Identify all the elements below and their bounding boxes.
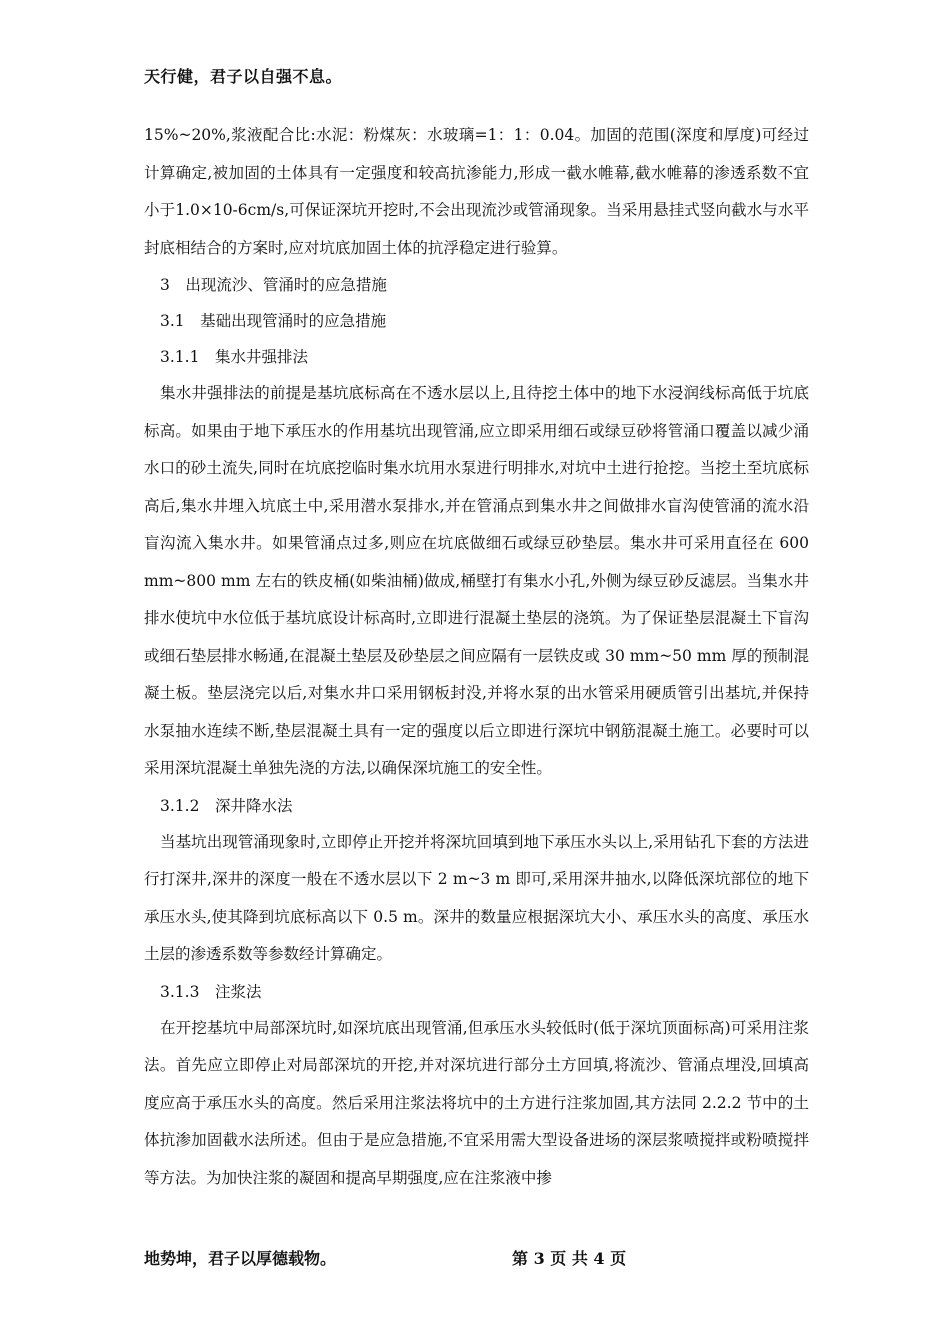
page-footer-motto: 地势坤，君子以厚德载物。 [144,1249,337,1268]
heading-3-1-1: 3.1.1 集水井强排法 [160,348,308,366]
paragraph-3-1-1: 集水井强排法的前提是基坑底标高在不透水层以上,且待挖土体中的地下水浸润线标高低于坑底标高。如果由于地下承压水的作用基坑出现管涌,应立即采用细石或绿豆砂将管涌口覆盖以减少涌水口的砂土流失,同时在坑底挖临时集水坑用水泵进行明排水,对坑中土进行抢挖。当挖土至坑底标高后,集水井埋入坑底土中,采用潜水泵排水,并在管涌点到集水井之间做排水盲沟使管涌的流水沿盲沟流入集水井。如果管涌点过多,则应在坑底做细石或绿豆砂垫层。集水井可采用直径在 600 mm~800 mm 左右的铁皮桶(如柴油桶)做成,桶壁打有集水小孔,外侧为绿豆砂反滤层。当集水井排水使坑中水位低于基坑底设计标高时,立即进行混凝土垫层的浇筑。为了保证垫层混凝土下盲沟或细石垫层排水畅通,在混凝土垫层及砂垫层之间应隔有一层铁皮或 30 mm~50 mm 厚的预制混凝土板。垫层浇完以后,对集水井口采用钢板封没,并将水泵的出水管采用硬质管引出基坑,并保持水泵抽水连续不断,垫层混凝土具有一定的强度以后立即进行深坑中钢筋混凝土施工。必要时可以采用深坑混凝土单独先浇的方法,以确保深坑施工的安全性。 [144,384,809,777]
paragraph-continued: 15%~20%,浆液配合比:水泥：粉煤灰：水玻璃=1：1：0.04。加固的范围(深度和厚度)可经过计算确定,被加固的土体具有一定强度和较高抗渗能力,形成一截水帷幕,截水帷幕的渗透系数不宜小于1.0×10-6cm/s,可保证深坑开挖时,不会出现流沙或管涌现象。当采用悬挂式竖向截水与水平封底相结合的方案时,应对坑底加固土体的抗浮稳定进行验算。 [144,126,809,257]
heading-3-1-2: 3.1.2 深井降水法 [160,796,293,815]
page-header-motto: 天行健，君子以自强不息。 [144,67,343,86]
heading-3-1-3: 3.1.3 注浆法 [160,982,262,1001]
paragraph-3-1-3: 在开挖基坑中局部深坑时,如深坑底出现管涌,但承压水头较低时(低于深坑顶面标高)可采用注浆法。首先应立即停止对局部深坑的开挖,并对深坑进行部分土方回填,将流沙、管涌点埋没,回填高度应高于承压水头的高度。然后采用注浆法将坑中的土方进行注浆加固,其方法同 2.2.2 节中的土体抗渗加固截水法所述。但由于是应急措施,不宜采用需大型设备进场的深层浆喷搅拌或粉喷搅拌等方法。为加快注浆的凝固和提高早期强度,应在注浆液中掺 [144,1018,809,1187]
heading-3: 3 出现流沙、管涌时的应急措施 [160,276,387,294]
document-body [144,117,809,1197]
paragraph-3-1-2: 当基坑出现管涌现象时,立即停止开挖并将深坑回填到地下承压水头以上,采用钻孔下套的方法进行打深井,深井的深度一般在不透水层以下 2 m~3 m 即可,采用深井抽水,以降低深坑部位的地下承压水头,使其降到坑底标高以下 0.5 m。深井的数量应根据深坑大小、承压水头的高度、承压水土层的渗透系数等参数经计算确定。 [144,832,809,963]
heading-3-1: 3.1 基础出现管涌时的应急措施 [160,312,387,330]
page-number: 第 3 页 共 4 页 [512,1249,627,1268]
